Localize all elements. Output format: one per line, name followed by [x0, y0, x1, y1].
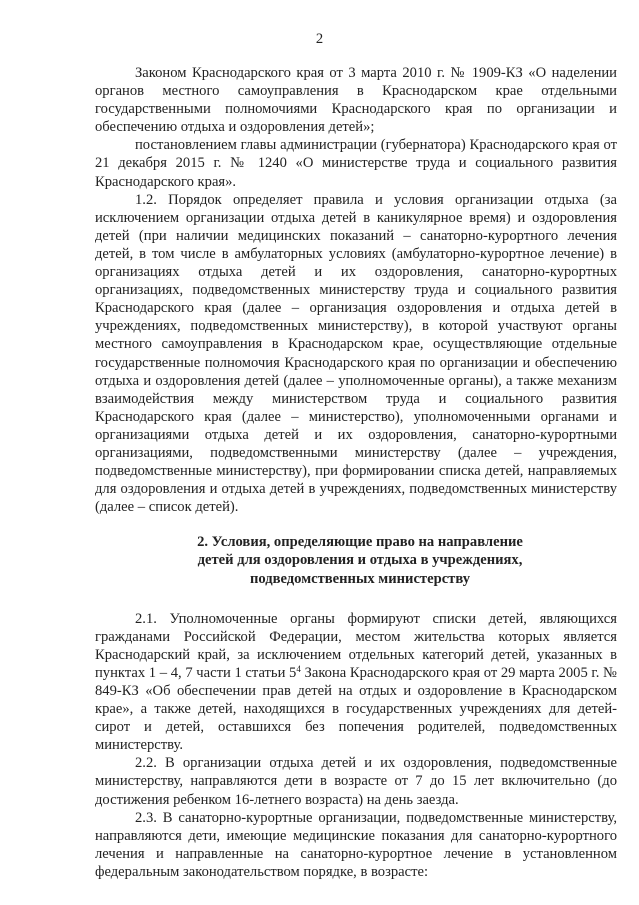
- heading-line-3: подведомственных министерству: [249, 570, 471, 587]
- p21-text-a: 2.1. Уполномоченные органы формируют списки детей, являющихся гражданами Российской Федерации, местом жительства которых является Краснодарский край, за исключением отдельных категорий детей, указанных в пунктах 1 – 4, 7 части 1 статьи 5: [95, 610, 617, 681]
- paragraph-decree-1240: постановлением главы администрации (губернатора) Краснодарского края от 21 декабря 2015 г. № 1240 «О министерстве труда и социального развития Краснодарского края».: [95, 137, 617, 190]
- spacer: [95, 516, 617, 533]
- superscript: 4: [296, 663, 301, 674]
- spacer: [95, 588, 617, 610]
- p21-text-b: Закона Краснодарского края от 29 марта 2005 г. № 849-КЗ «Об обеспечении прав детей на отдых и оздоровление в Краснодарском крае», а также детей, находящихся в государственных учреждениях для детей-сирот и детей, оставшихся без попечения родителей, подведомственных министерству.: [95, 664, 617, 754]
- paragraph-2-3: 2.3. В санаторно-курортные организации, подведомственные министерству, направляются дети, имеющие медицинские показания для санаторно-курортного лечения и направленные на санаторно-курортное лечение в установленном федеральным законодательством порядке, в возрасте:: [95, 809, 617, 880]
- section-2-heading: [95, 533, 617, 587]
- heading-line-2: детей для оздоровления и отдыха в учреждениях,: [197, 552, 523, 569]
- paragraph-2-2: 2.2. В организации отдыха детей и их оздоровления, подведомственные министерству, направляются дети в возрасте от 7 до 15 лет включительно (до достижения ребенком 16-летнего возраста) на день заезда.: [95, 755, 617, 808]
- document-body: [95, 64, 617, 881]
- paragraph-1-2: 1.2. Порядок определяет правила и условия организации отдыха (за исключением организации отдыха детей в каникулярное время) и оздоровления детей (при наличии медицинских показаний – санаторно-курортного лечения детей, в том числе в амбулаторных условиях (амбулаторно-курортное лечение) в организациях отдыха детей и их оздоровления, санаторно-курортных организациях, подведомственных министерству труда и социального развития Краснодарского края (далее – организация оздоровления и отдыха детей в учреждениях, подведомственных министерству), в которой участвуют органы местного самоуправления в Краснодарском крае, осуществляющие отдельные государственные полномочия Краснодарского края по организации и обеспечению отдыха и оздоровления детей (далее – уполномоченные органы), а также механизм взаимодействия между министерством труда и социального развития Краснодарского края (далее – министерство), уполномоченными органами и организациями отдыха детей и их оздоровления, санаторно-курортными организациями, подведомственными министерству (далее – учреждения, подведомственные министерству), при формировании списка детей, направляемых для оздоровления и отдыха детей в учреждениях, подведомственных министерству (далее – список детей).: [95, 191, 617, 516]
- paragraph-2-1: [95, 610, 617, 755]
- page-number: 2: [315, 31, 324, 47]
- paragraph-law-1909: Законом Краснодарского края от 3 марта 2010 г. № 1909-КЗ «О наделении органов местного самоуправления в Краснодарском крае отдельными государственными полномочиями Краснодарского края по организации и обеспечению отдыха и оздоровления детей»;: [95, 65, 617, 136]
- heading-line-1: 2. Условия, определяющие право на направление: [197, 534, 523, 551]
